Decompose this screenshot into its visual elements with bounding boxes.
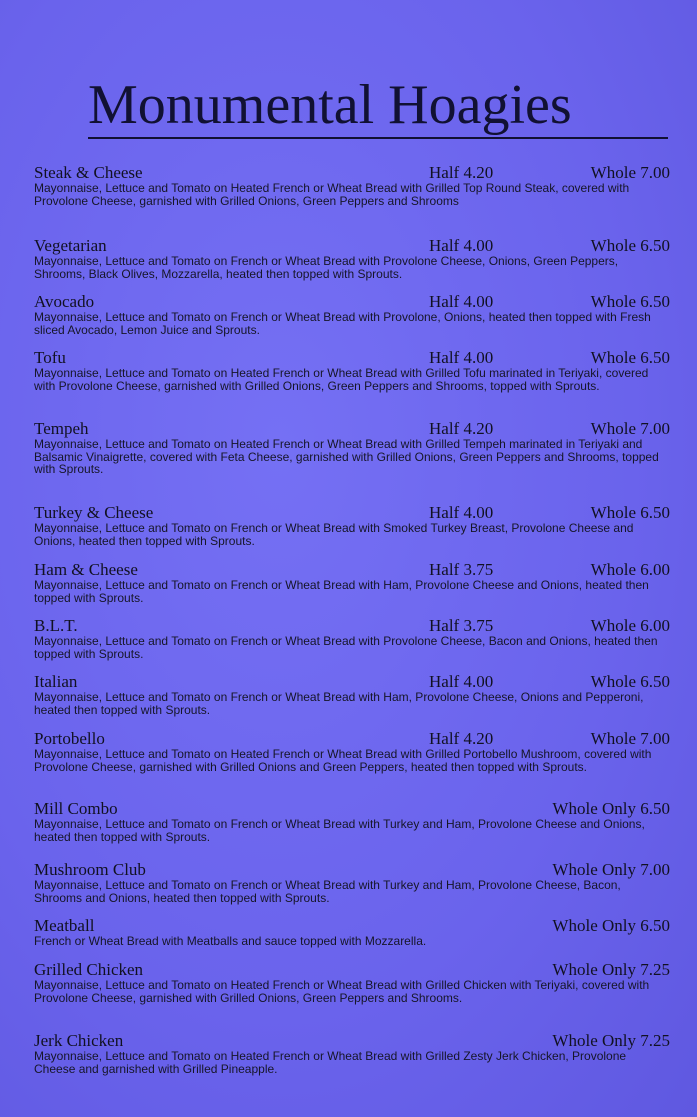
menu-item-avocado — [34, 293, 670, 336]
item-description: Mayonnaise, Lettuce and Tomato on Heated French or Wheat Bread with Grilled Top Round Steak, covered with Provolone Cheese, garnished with Grilled Onions, Green Peppers and Shrooms — [34, 181, 630, 208]
item-name: Mill Combo — [34, 799, 118, 818]
item-description: Mayonnaise, Lettuce and Tomato on French or Wheat Bread with Turkey and Ham, Provolone Cheese, Bacon, Shrooms and Onions, heated then topped with Sprouts. — [34, 878, 621, 905]
item-half-price: Half 3.75 — [429, 616, 494, 635]
item-name: Ham & Cheese — [34, 560, 138, 579]
item-whole-price: Whole 6.50 — [590, 348, 670, 367]
item-whole-price: Whole 6.50 — [590, 236, 670, 255]
item-description: Mayonnaise, Lettuce and Tomato on French or Wheat Bread with Provolone, Onions, heated then topped with Fresh sliced Avocado, Lemon Juice and Sprouts. — [34, 310, 651, 337]
item-name: Steak & Cheese — [34, 163, 143, 182]
item-name: Avocado — [34, 292, 95, 311]
item-whole-price: Whole 6.00 — [590, 616, 670, 635]
item-name: B.L.T. — [34, 616, 78, 635]
item-half-price: Half 4.00 — [429, 292, 494, 311]
item-description: Mayonnaise, Lettuce and Tomato on French or Wheat Bread with Turkey and Ham, Provolone Cheese and Onions, heated then topped with Sprouts. — [34, 817, 645, 844]
item-name: Turkey & Cheese — [34, 503, 154, 522]
item-name: Grilled Chicken — [34, 960, 144, 979]
item-whole-price: Whole Only 7.25 — [552, 960, 670, 979]
item-name: Meatball — [34, 916, 95, 935]
item-description: Mayonnaise, Lettuce and Tomato on Heated French or Wheat Bread with Grilled Chicken with Teriyaki, covered with Provolone Cheese, garnished with Grilled Onions, Green Peppers and Shrooms. — [34, 978, 650, 1005]
menu-item-blt — [34, 617, 670, 660]
item-half-price: Half 4.00 — [429, 236, 494, 255]
item-whole-price: Whole Only 6.50 — [552, 916, 670, 935]
item-whole-price: Whole Only 6.50 — [552, 799, 670, 818]
item-name: Vegetarian — [34, 236, 107, 255]
item-description: Mayonnaise, Lettuce and Tomato on French or Wheat Bread with Provolone Cheese, Bacon and Onions, heated then topped with Sprouts. — [34, 634, 658, 661]
item-name: Italian — [34, 672, 78, 691]
menu-item-meatball — [34, 917, 670, 948]
item-name: Tempeh — [34, 419, 89, 438]
title-underline — [88, 137, 668, 139]
item-name: Jerk Chicken — [34, 1031, 124, 1050]
item-name: Mushroom Club — [34, 860, 146, 879]
item-whole-price: Whole 6.50 — [590, 292, 670, 311]
item-description: Mayonnaise, Lettuce and Tomato on French or Wheat Bread with Ham, Provolone Cheese, Onions and Pepperoni, heated then topped with Sprouts. — [34, 690, 644, 717]
item-whole-price: Whole 7.00 — [590, 419, 670, 438]
item-half-price: Half 4.20 — [429, 419, 494, 438]
item-whole-price: Whole 6.50 — [590, 503, 670, 522]
item-description: Mayonnaise, Lettuce and Tomato on Heated French or Wheat Bread with Grilled Tempeh marinated in Teriyaki and Balsamic Vinaigrette, covered with Feta Cheese, garnished with Grilled Onions, Green Peppers and Shrooms, topped with Sprouts. — [34, 437, 659, 476]
item-half-price: Half 3.75 — [429, 560, 494, 579]
item-half-price: Half 4.00 — [429, 672, 494, 691]
menu-item-portobello — [34, 730, 670, 773]
menu-item-steak-cheese — [34, 164, 670, 207]
menu-item-tempeh — [34, 420, 670, 476]
item-name: Tofu — [34, 348, 66, 367]
item-whole-price: Whole 6.50 — [590, 672, 670, 691]
item-whole-price: Whole 6.00 — [590, 560, 670, 579]
item-half-price: Half 4.00 — [429, 348, 494, 367]
item-whole-price: Whole 7.00 — [590, 163, 670, 182]
item-description: French or Wheat Bread with Meatballs and sauce topped with Mozzarella. — [34, 934, 427, 948]
menu-title: Monumental Hoagies — [88, 74, 572, 136]
item-half-price: Half 4.20 — [429, 729, 494, 748]
menu-item-mill-combo — [34, 800, 670, 843]
item-description: Mayonnaise, Lettuce and Tomato on Heated French or Wheat Bread with Grilled Zesty Jerk Chicken, Provolone Cheese and garnished with Grilled Pineapple. — [34, 1049, 627, 1076]
menu-item-ham-cheese — [34, 561, 670, 604]
item-description: Mayonnaise, Lettuce and Tomato on French or Wheat Bread with Smoked Turkey Breast, Provolone Cheese and Onions, heated then topped with Sprouts. — [34, 521, 634, 548]
menu-item-turkey-cheese — [34, 504, 670, 547]
item-half-price: Half 4.00 — [429, 503, 494, 522]
menu-item-mushroom-club — [34, 861, 670, 904]
item-whole-price: Whole Only 7.00 — [552, 860, 670, 879]
item-name: Portobello — [34, 729, 105, 748]
item-description: Mayonnaise, Lettuce and Tomato on French or Wheat Bread with Ham, Provolone Cheese and Onions, heated then topped with Sprouts. — [34, 578, 649, 605]
item-whole-price: Whole 7.00 — [590, 729, 670, 748]
item-description: Mayonnaise, Lettuce and Tomato on Heated French or Wheat Bread with Grilled Tofu marinated in Teriyaki, covered with Provolone Cheese, garnished with Grilled Onions, Green Peppers and Shrooms, topped with Sprouts. — [34, 366, 649, 393]
menu-item-tofu — [34, 349, 670, 392]
item-half-price: Half 4.20 — [429, 163, 494, 182]
item-description: Mayonnaise, Lettuce and Tomato on Heated French or Wheat Bread with Grilled Portobello Mushroom, covered with Provolone Cheese, garnished with Grilled Onions and Green Peppers, heated then topped with Sprouts. — [34, 747, 652, 774]
menu-item-vegetarian — [34, 237, 670, 280]
item-whole-price: Whole Only 7.25 — [552, 1031, 670, 1050]
menu-item-jerk-chicken — [34, 1032, 670, 1075]
menu-item-grilled-chicken — [34, 961, 670, 1004]
menu-item-italian — [34, 673, 670, 716]
item-description: Mayonnaise, Lettuce and Tomato on French or Wheat Bread with Provolone Cheese, Onions, Green Peppers, Shrooms, Black Olives, Mozzarella, heated then topped with Sprouts. — [34, 254, 619, 281]
